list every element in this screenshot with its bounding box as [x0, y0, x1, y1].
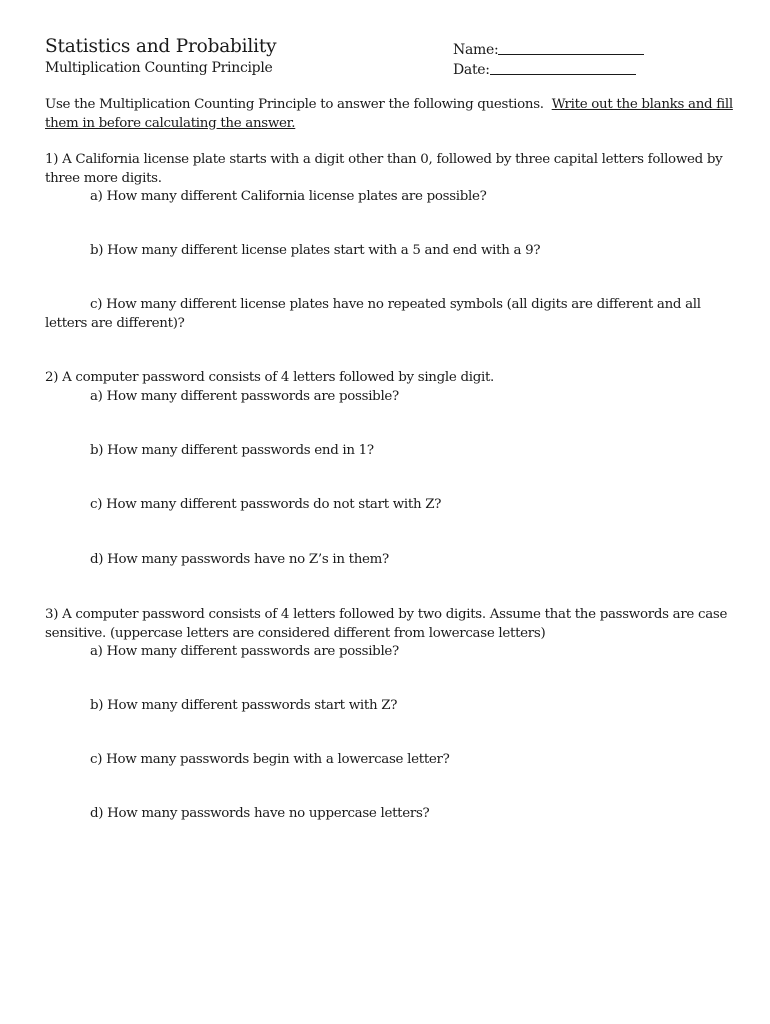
- page-title: Statistics and Probability: [45, 36, 277, 57]
- question-2d: d) How many passwords have no Z’s in them?: [90, 552, 389, 567]
- question-2b: b) How many different passwords end in 1?: [90, 443, 374, 458]
- question-3c: c) How many passwords begin with a lowercase letter?: [90, 752, 450, 767]
- question-1c: c) How many different license plates have no repeated symbols (all digits are different and all letters are different)?: [45, 297, 701, 331]
- question-3d: d) How many passwords have no uppercase letters?: [90, 806, 430, 821]
- question-1a: a) How many different California license plates are possible?: [90, 189, 487, 204]
- name-label: Name:: [453, 42, 499, 58]
- page-subtitle: Multiplication Counting Principle: [45, 60, 273, 76]
- date-label: Date:: [453, 62, 490, 78]
- instructions-underlined: Write out the blanks and fill them in before calculating the answer.: [45, 97, 733, 131]
- date-blank-line[interactable]: [490, 60, 636, 75]
- question-1b: b) How many different license plates start with a 5 and end with a 9?: [90, 243, 541, 258]
- question-2a: a) How many different passwords are possible?: [90, 389, 399, 404]
- question-3-stem: 3) A computer password consists of 4 letters followed by two digits. Assume that the passwords are case sensitive. (uppercase letters are considered different from lowercase letters): [45, 607, 728, 641]
- name-field[interactable]: [453, 40, 644, 58]
- question-3a: a) How many different passwords are possible?: [90, 644, 399, 659]
- question-2c: c) How many different passwords do not start with Z?: [90, 497, 442, 512]
- question-2-stem: 2) A computer password consists of 4 letters followed by single digit.: [45, 370, 495, 385]
- question-1-stem: 1) A California license plate starts with a digit other than 0, followed by three capital letters followed by three more digits.: [45, 152, 723, 186]
- question-3b: b) How many different passwords start with Z?: [90, 698, 398, 713]
- instructions-text: Use the Multiplication Counting Principle to answer the following questions.: [45, 97, 544, 112]
- date-field[interactable]: [453, 60, 636, 78]
- instructions: [45, 96, 735, 133]
- name-blank-line[interactable]: [498, 40, 644, 55]
